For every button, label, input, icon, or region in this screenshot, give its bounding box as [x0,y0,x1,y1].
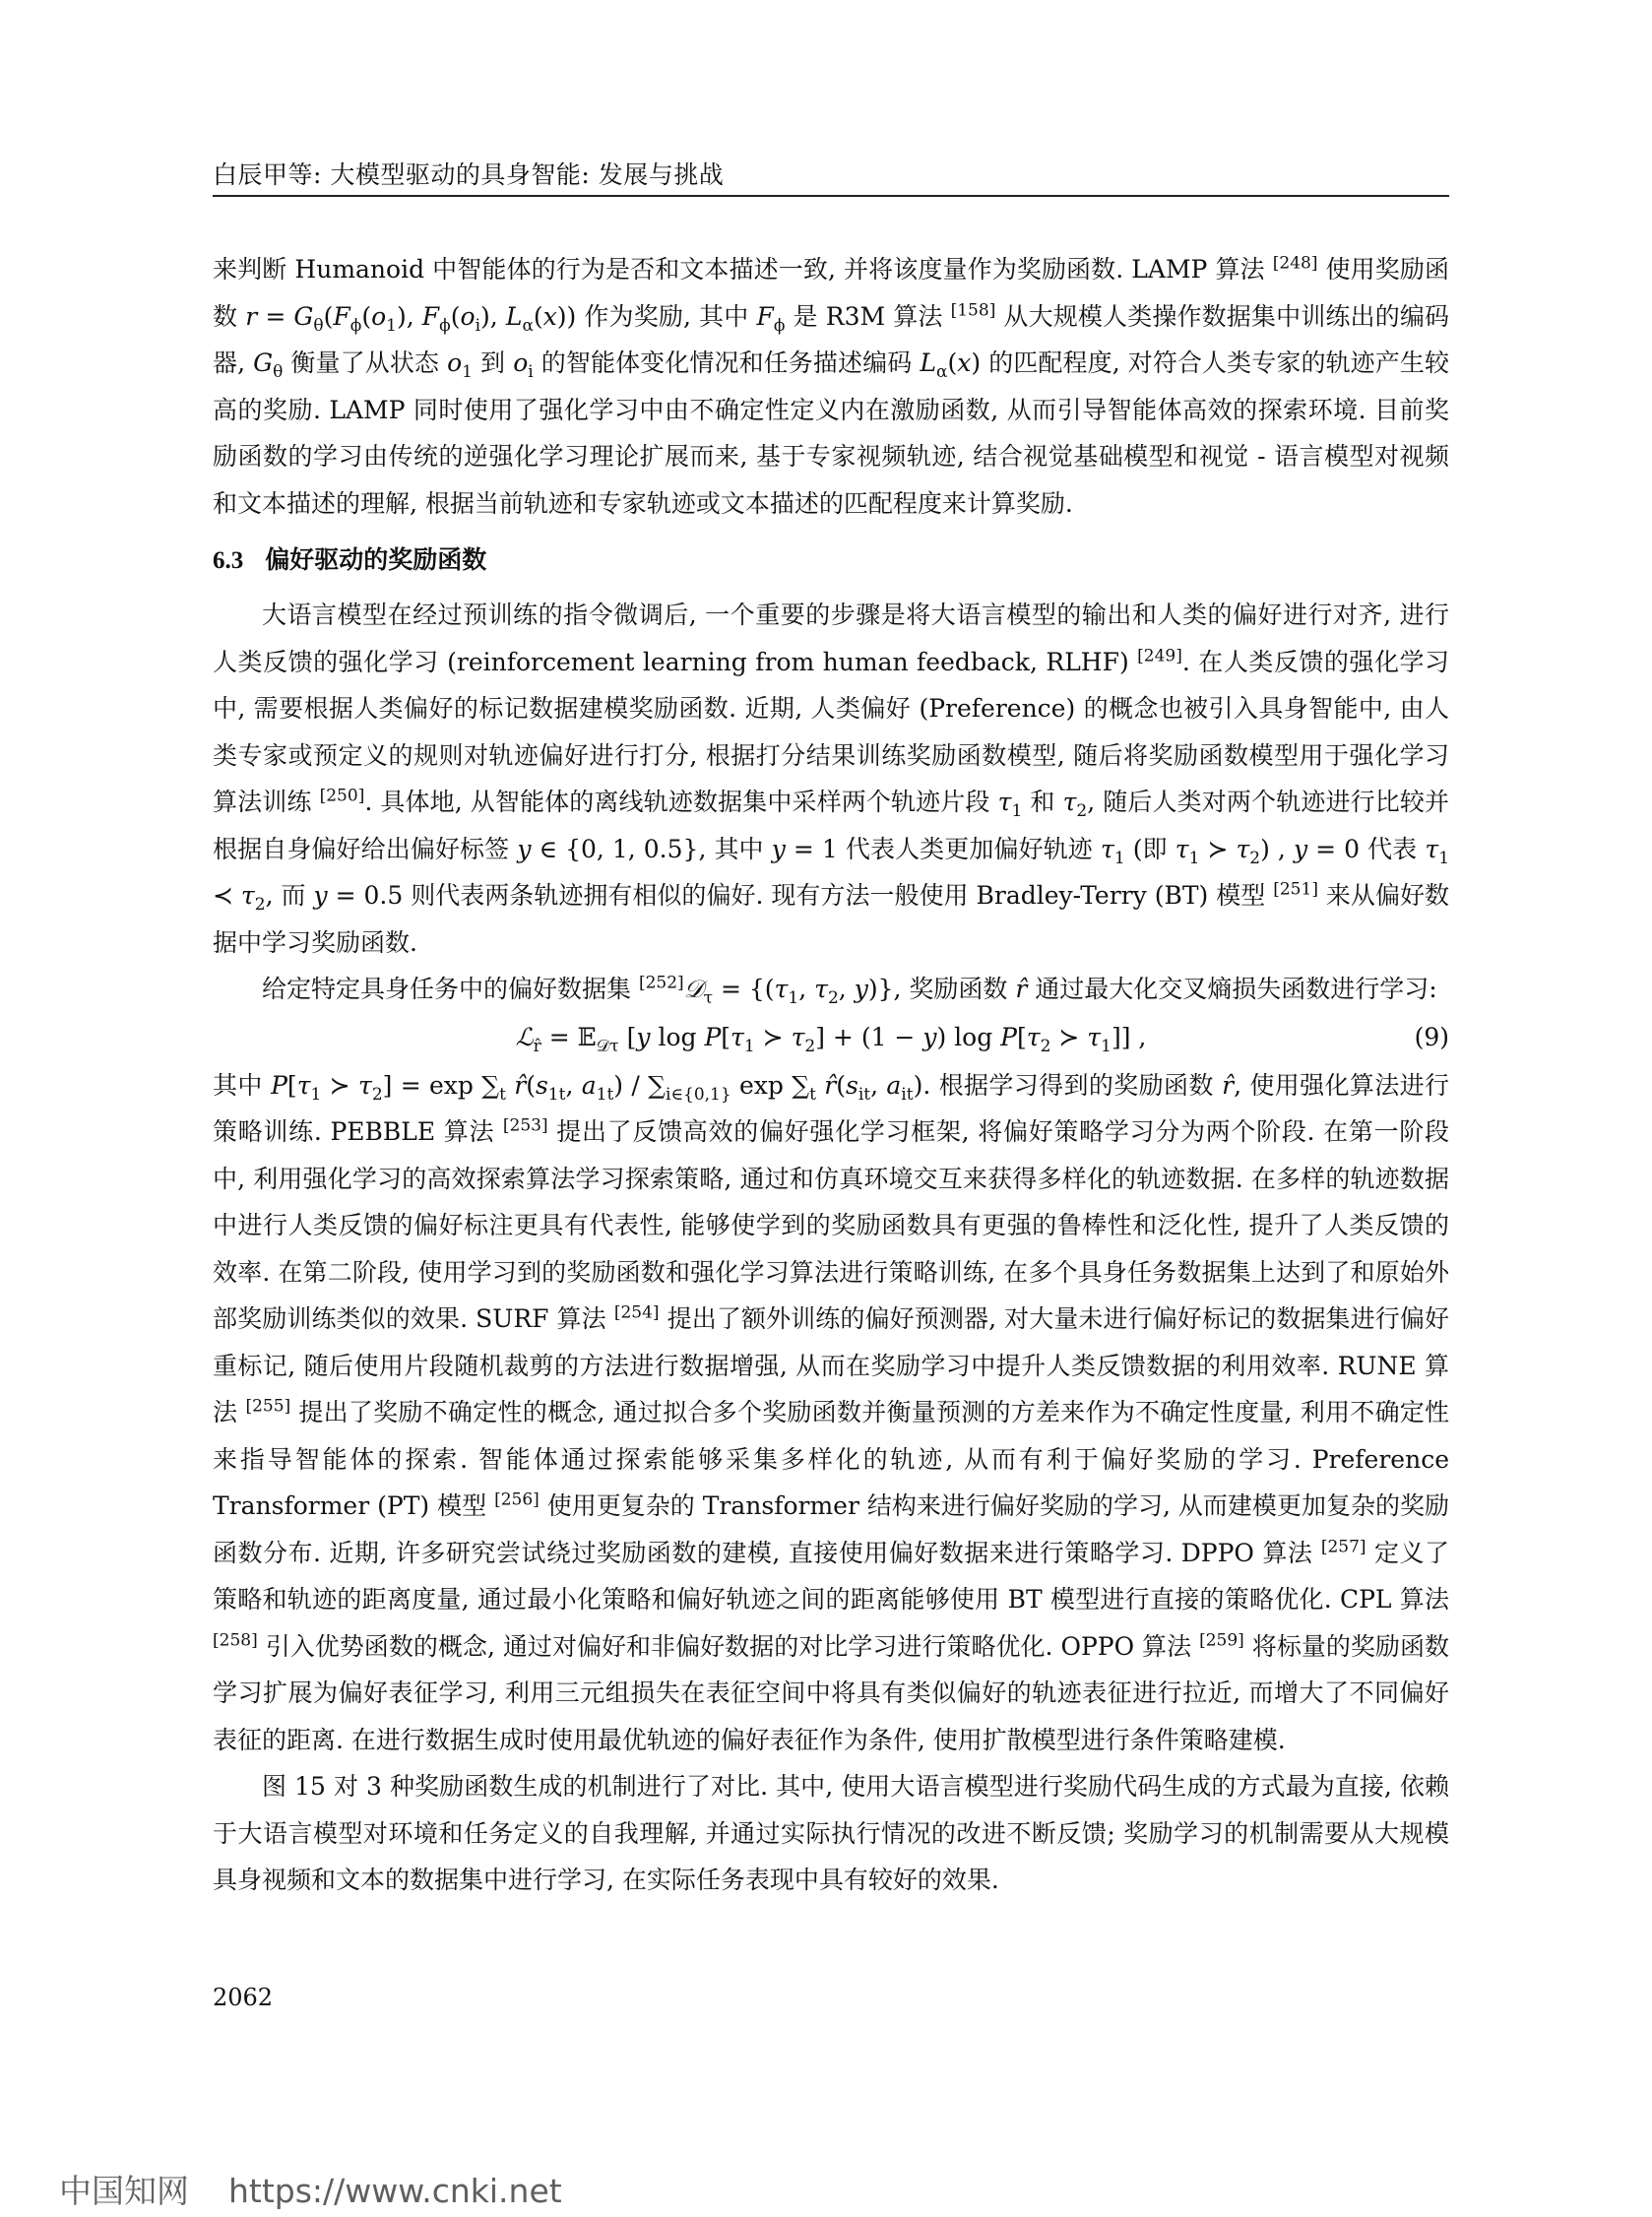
text-run: 大语言模型在经过预训练的指令微调后, 一个重要的步骤是将大语言模型的输出和人类的偏好进行对齐, 进行人类反馈的强化学习 (reinforcement learning from human feedback, RLHF) [213,601,1449,676]
text-run: ( [533,301,543,331]
text-run: 图 15 对 3 种奖励函数生成的机制进行了对比. 其中, 使用大语言模型进行奖励代码生成的方式最为直接, 依赖于大语言模型对环境和任务定义的自我理解, 并通过实际执行情况的改进不断反馈; 奖励学习的机制需要从大规模具身视频和文本的数据集中进行学习, 在实际任务表现中具有较好的效果. [213,1772,1449,1894]
subscript: 1t [547,1084,566,1105]
text-run: 提出了额外训练的偏好预测器, 对大量未进行偏好标记的数据集进行偏好重标记, 随后使用片段随机裁剪的方法进行数据增强, 从而在奖励学习中提升人类反馈数据的利用效率. RUNE 算法 [213,1304,1450,1426]
text-run: ), [396,301,422,331]
text-run: ≻ [1050,1022,1088,1051]
equation-number: (9) [1414,1022,1449,1051]
subscript: 2 [254,895,266,915]
math-symbol: G [293,301,314,331]
citation: [248] [1272,253,1318,274]
text-run: ) / ∑ [613,1070,666,1100]
paragraph-methods [213,1062,1449,1764]
subscript: 2 [1040,1036,1051,1056]
math-symbol: P [704,1022,722,1051]
math-symbol: r̂ [1015,975,1028,1003]
math-symbol: τ [814,975,828,1003]
text-run: ). 根据学习得到的奖励函数 [913,1070,1223,1100]
text-run: ), [480,301,506,331]
math-symbol: τ [791,1022,805,1051]
math-symbol: L [920,348,937,377]
text-run: ( [526,1070,536,1100]
subscript: 1 [1188,848,1200,868]
text-run: 的智能体变化情况和任务描述编码 [533,348,921,377]
subscript: 1 [1101,1036,1112,1056]
subscript: ϕ [349,315,362,336]
math-symbol: y [771,834,786,863]
text-run: , 而 [265,881,314,910]
text-run: 来判断 Humanoid 中智能体的行为是否和文本描述一致, 并将该度量作为奖励函数. LAMP 算法 [213,255,1273,284]
citation: [256] [494,1489,540,1510]
math-symbol: y [1293,834,1308,863]
math-symbol: o [371,301,387,331]
math-symbol: τ [1425,834,1439,863]
text-run: 其中 [213,1070,272,1100]
text-run: . 在人类反馈的强化学习中, 需要根据人类偏好的标记数据建模奖励函数. 近期, 人类偏好 (Preference) 的概念也被引入具身智能中, 由人类专家或预定义的规则对轨迹偏好进行打分, 根据打分结果训练奖励函数模型, 随后将奖励函数模型用于强化学习算法训练 [213,647,1449,816]
subscript: 𝒟τ [596,1036,619,1056]
equation-9 [213,1013,1449,1062]
text-run: 定义了策略和轨迹的距离度量, 通过最小化策略和偏好轨迹之间的距离能够使用 BT 模型进行直接的策略优化. CPL 算法 [213,1538,1450,1614]
math-symbol: y [517,834,532,863]
text-run: [ [721,1022,731,1051]
text-run: = [257,301,294,331]
subscript: 2 [827,988,839,1008]
subscript: 1t [596,1084,614,1105]
math-symbol: τ [731,1022,744,1051]
subscript: ϕ [439,315,451,336]
watermark-url: https://www.cnki.net [228,2172,562,2210]
subscript: 2 [804,1036,816,1056]
text-run: ) , [1260,834,1294,863]
math-symbol: F [421,301,440,331]
math-symbol: r [245,301,258,331]
subscript: 1 [743,1036,755,1056]
citation: [249] [1137,646,1182,666]
text-run [506,1071,514,1100]
subscript: 1 [1438,848,1450,868]
text-run: ≻ [754,1022,792,1051]
math-symbol: x [957,348,972,377]
running-head: 白辰甲等: 大模型驱动的具身智能: 发展与挑战 [213,160,725,189]
subscript: t [499,1084,506,1105]
text-run: ≻ [321,1070,358,1100]
text-run: [ [618,1022,637,1051]
text-run: = 𝔼 [540,1022,597,1051]
math-symbol: ℒ [515,1022,534,1051]
citation: [253] [502,1115,548,1136]
subscript: α [936,362,948,382]
subscript: ϕ [773,315,786,336]
citation: [254] [613,1302,660,1323]
citation: [258] [213,1630,258,1651]
paragraph-dataset [213,966,1449,1013]
text-run: ≺ [213,881,241,910]
text-run: ] = exp ∑ [382,1070,500,1100]
math-symbol: τ [296,1070,311,1100]
math-symbol: s [845,1070,858,1100]
math-symbol: o [460,301,476,331]
subscript: 1 [788,988,799,1008]
text-run: 和 [1022,788,1063,816]
citation: [250] [319,786,365,806]
subscript: i [528,362,534,382]
citation: [259] [1199,1630,1244,1651]
math-symbol: τ [357,1070,372,1100]
text-run: ) log [936,1022,1001,1051]
math-symbol: y [922,1022,937,1051]
subscript: it [858,1084,871,1105]
math-symbol: τ [997,788,1012,816]
math-symbol: τ [1236,834,1250,863]
paragraph-reward-matching [213,246,1449,527]
text-run: )) 作为奖励, 其中 [556,301,757,331]
subscript: i [475,315,481,336]
subscript: r̂ [533,1036,541,1056]
text-run: exp ∑ [731,1070,810,1100]
text-run: ]] , [1111,1022,1147,1051]
subscript: t [809,1084,816,1105]
watermark [59,2166,562,2212]
subscript: θ [313,315,324,336]
math-symbol: r̂ [514,1070,527,1100]
citation: [252] [638,973,684,993]
text-run: ( [323,301,334,331]
math-symbol: τ [1026,1022,1041,1051]
subscript: 1 [310,1084,322,1105]
subscript: 1 [462,362,473,382]
text-run: 从大规模人类操作数据集中训练出的编码器, [213,301,1450,377]
paragraph-rlhf [213,592,1449,966]
text-run: 是 R3M 算法 [785,301,951,331]
text-run: ) [971,348,982,377]
subscript: α [522,315,534,336]
section-heading [213,537,1449,584]
math-symbol: o [447,348,463,377]
math-symbol: τ [1100,834,1114,863]
text-run: 将标量的奖励函数学习扩展为偏好表征学习, 利用三元组损失在表征空间中将具有类似偏好的轨迹表征进行拉近, 而增大了不同偏好表征的距离. 在进行数据生成时使用最优轨迹的偏好表征作为条件, 使用扩散模型进行条件策略建模. [213,1631,1449,1754]
subscript: 1 [386,315,397,336]
watermark-cnki-name: 中国知网 [59,2172,189,2210]
text-run: [ [286,1070,297,1100]
math-symbol: r̂ [1222,1070,1235,1100]
subscript: τ [703,988,714,1008]
paragraph-figure15 [213,1763,1449,1904]
text-run: 的匹配程度, 对符合人类专家的轨迹产生较高的奖励. LAMP 同时使用了强化学习中由不确定性定义内在激励函数, 从而引导智能体高效的探索环境. 目前奖励函数的学习由传统的逆强化学习理论扩展而来, 基于专家视频轨迹, 结合视觉基础模型和视觉 - 语言模型对视频和文本描述的理解, 根据当前轨迹和专家轨迹或文本描述的匹配程度来计算奖励. [213,348,1449,518]
subscript: 2 [1076,801,1088,821]
subscript: 1 [1011,801,1023,821]
math-symbol: y [313,881,328,910]
subscript: 2 [1249,848,1261,868]
math-symbol: τ [774,975,789,1003]
page-number: 2062 [213,1984,274,2011]
text-run: log [650,1022,705,1051]
text-run: 给定特定具身任务中的偏好数据集 [262,975,639,1003]
citation: [158] [950,300,996,321]
text-run: 衡量了从状态 [283,348,448,377]
text-run: , 随后人类对两个轨迹进行比较并根据自身偏好给出偏好标签 [213,788,1449,863]
text-run: ( [947,348,958,377]
math-symbol: y [854,975,868,1003]
citation: [251] [1273,879,1318,900]
subscript: i∈{0,1} [665,1084,731,1105]
text-run: = 0.5 则代表两条轨迹拥有相似的偏好. 现有方法一般使用 Bradley-Terry (BT) 模型 [327,881,1274,910]
text-run: 提出了奖励不确定性的概念, 通过拟合多个奖励函数并衡量预测的方差来作为不确定性度量, 利用不确定性来指导智能体的探索. 智能体通过探索能够采集多样化的轨迹, 从而有利于偏好奖励的学习. Preference Transformer (PT) 模型 [213,1398,1449,1520]
equation-body [213,1013,1449,1062]
text-run: , [870,1070,887,1100]
math-symbol: s [535,1070,548,1100]
text-run: = 0 代表 [1307,834,1426,863]
text-run: ( [836,1070,846,1100]
text-run: . 具体地, 从智能体的离线轨迹数据集中采样两个轨迹片段 [364,788,998,816]
math-symbol: G [253,348,274,377]
math-symbol: τ [1087,1022,1102,1051]
text-run: = 1 代表人类更加偏好轨迹 [785,834,1101,863]
section-number: 6.3 [213,547,244,574]
text-run: , [798,975,815,1003]
subscript: 2 [371,1084,383,1105]
text-run: ( [361,301,372,331]
math-symbol: F [333,301,350,331]
text-run: = {( [713,975,775,1003]
text-run: ( [450,301,461,331]
text-run: , [565,1070,582,1100]
math-symbol: P [271,1070,287,1100]
text-run: )}, 奖励函数 [867,975,1016,1003]
text-run: ∈ {0, 1, 0.5}, 其中 [531,834,772,863]
header-rule [213,195,1449,197]
math-symbol: τ [240,881,255,910]
text-run: ] + (1 − [815,1022,923,1051]
text-run: 使用奖励函数 [213,255,1449,331]
citation: [257] [1320,1537,1366,1557]
math-symbol: r̂ [824,1070,837,1100]
text-run: 通过最大化交叉熵损失函数进行学习: [1027,975,1437,1003]
text-run: 引入优势函数的概念, 通过对偏好和非偏好数据的对比学习进行策略优化. OPPO 算法 [257,1631,1200,1661]
math-symbol: τ [1062,788,1077,816]
math-symbol: a [886,1070,902,1100]
main-text [213,246,1449,1904]
text-run: , [838,975,855,1003]
subscript: it [901,1084,914,1105]
math-symbol: P [1000,1022,1017,1051]
math-symbol: 𝒟 [683,975,704,1003]
text-run: [ [1017,1022,1027,1051]
citation: [255] [245,1396,291,1417]
math-symbol: τ [1175,834,1189,863]
math-symbol: a [581,1070,597,1100]
math-symbol: o [513,348,529,377]
text-run: , 使用强化算法进行策略训练. PEBBLE 算法 [213,1070,1449,1146]
text-run: 来从偏好数据中学习奖励函数. [213,881,1449,957]
text-run: 使用更复杂的 Transformer 结构来进行偏好奖励的学习, 从而建模更加复杂的奖励函数分布. 近期, 许多研究尝试绕过奖励函数的建模, 直接使用偏好数据来进行策略学习. DPPO 算法 [213,1491,1449,1567]
text-run: (即 [1124,834,1175,863]
subscript: 1 [1113,848,1125,868]
math-symbol: x [542,301,557,331]
text-run: 提出了反馈高效的偏好强化学习框架, 将偏好策略学习分为两个阶段. 在第一阶段中, 利用强化学习的高效探索算法学习探索策略, 通过和仿真环境交互来获得多样化的轨迹数据. 在多样的轨迹数据中进行人类反馈的偏好标注更具有代表性, 能够使学到的奖励函数具有更强的鲁棒性和泛化性, 提升了人类反馈的效率. 在第二阶段, 使用学习到的奖励函数和强化学习算法进行策略训练, 在多个具身任务数据集上达到了和原始外部奖励训练类似的效果. SURF 算法 [213,1117,1449,1333]
section-title: 偏好驱动的奖励函数 [265,545,487,574]
subscript: θ [273,362,284,382]
math-symbol: F [756,301,774,331]
math-symbol: L [505,301,523,331]
math-symbol: y [636,1022,651,1051]
text-run: ≻ [1199,834,1237,863]
text-run: 到 [472,348,514,377]
